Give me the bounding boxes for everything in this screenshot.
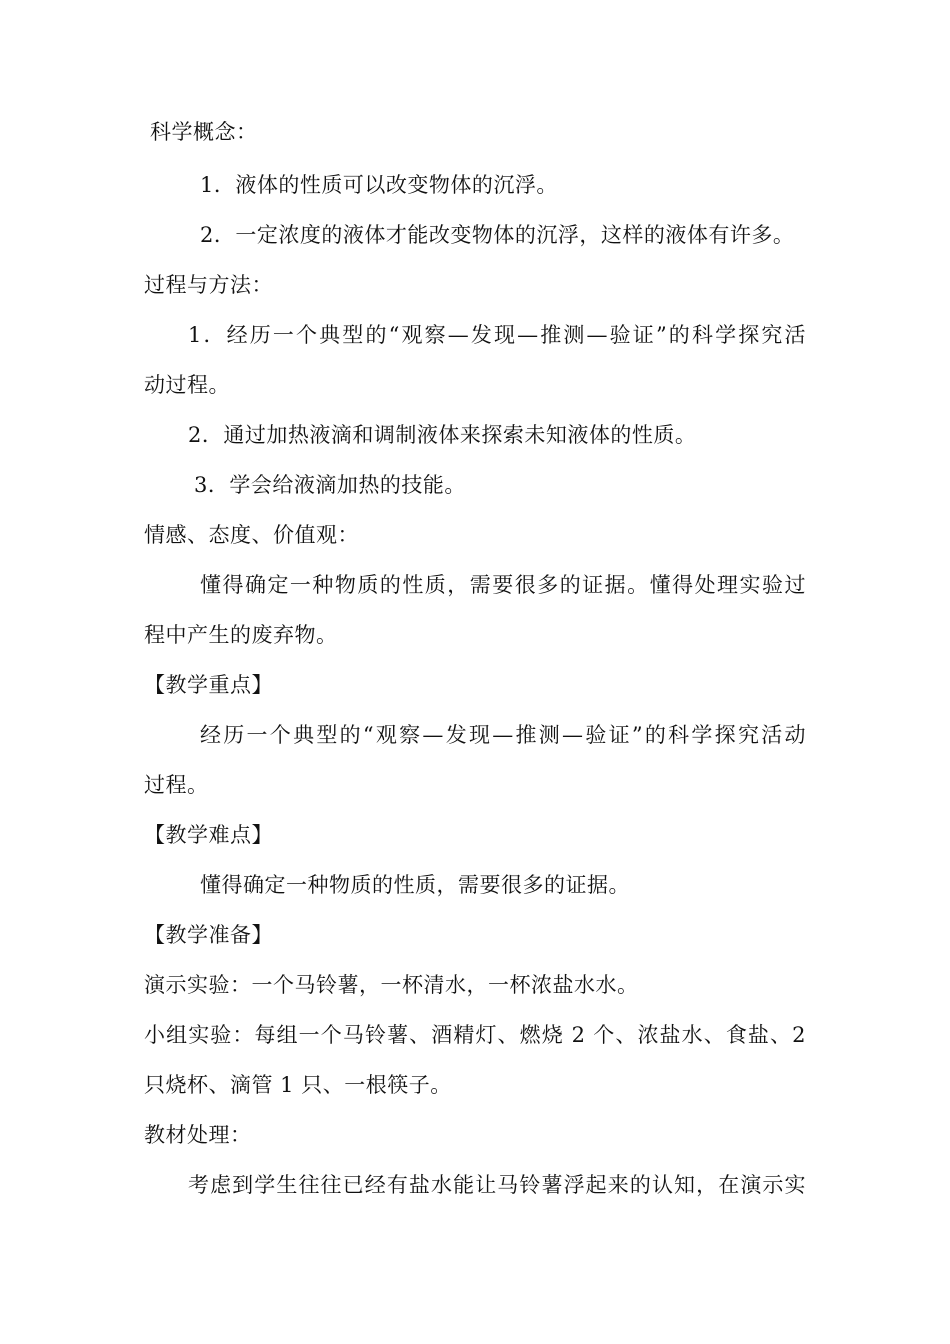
paragraph-line: 演示实验：一个马铃薯，一杯清水，一杯浓盐水水。	[144, 973, 639, 997]
paragraph-line: 懂得确定一种物质的性质，需要很多的证据。懂得处理实验过	[200, 573, 806, 597]
paragraph-line: 小组实验：每组一个马铃薯、酒精灯、燃烧 2 个、浓盐水、食盐、2	[144, 1023, 806, 1047]
paragraph-line: 动过程。	[144, 373, 230, 397]
section-heading-teaching-focus: 【教学重点】	[144, 673, 273, 697]
paragraph-line: 考虑到学生往往已经有盐水能让马铃薯浮起来的认知，在演示实	[188, 1173, 806, 1197]
paragraph-line: 3．学会给液滴加热的技能。	[194, 473, 466, 497]
paragraph-line: 过程。	[144, 773, 209, 797]
section-heading-teaching-preparation: 【教学准备】	[144, 923, 273, 947]
section-heading-process-methods: 过程与方法：	[144, 273, 273, 297]
section-heading-science-concepts: 科学概念：	[150, 120, 258, 144]
section-heading-teaching-difficulty: 【教学难点】	[144, 823, 273, 847]
paragraph-line: 只烧杯、滴管 1 只、一根筷子。	[144, 1073, 452, 1097]
section-heading-material-handling: 教材处理：	[144, 1123, 252, 1147]
section-heading-emotion-attitude-values: 情感、态度、价值观：	[144, 523, 359, 547]
paragraph-line: 程中产生的废弃物。	[144, 623, 338, 647]
paragraph-line: 2．一定浓度的液体才能改变物体的沉浮，这样的液体有许多。	[200, 223, 795, 247]
paragraph-line: 2．通过加热液滴和调制液体来探索未知液体的性质。	[188, 423, 697, 447]
paragraph-line: 经历一个典型的“观察—发现—推测—验证”的科学探究活动	[200, 723, 806, 747]
paragraph-line: 1．经历一个典型的“观察—发现—推测—验证”的科学探究活	[188, 323, 806, 347]
paragraph-line: 1．液体的性质可以改变物体的沉浮。	[200, 173, 558, 197]
paragraph-line: 懂得确定一种物质的性质，需要很多的证据。	[200, 873, 630, 897]
